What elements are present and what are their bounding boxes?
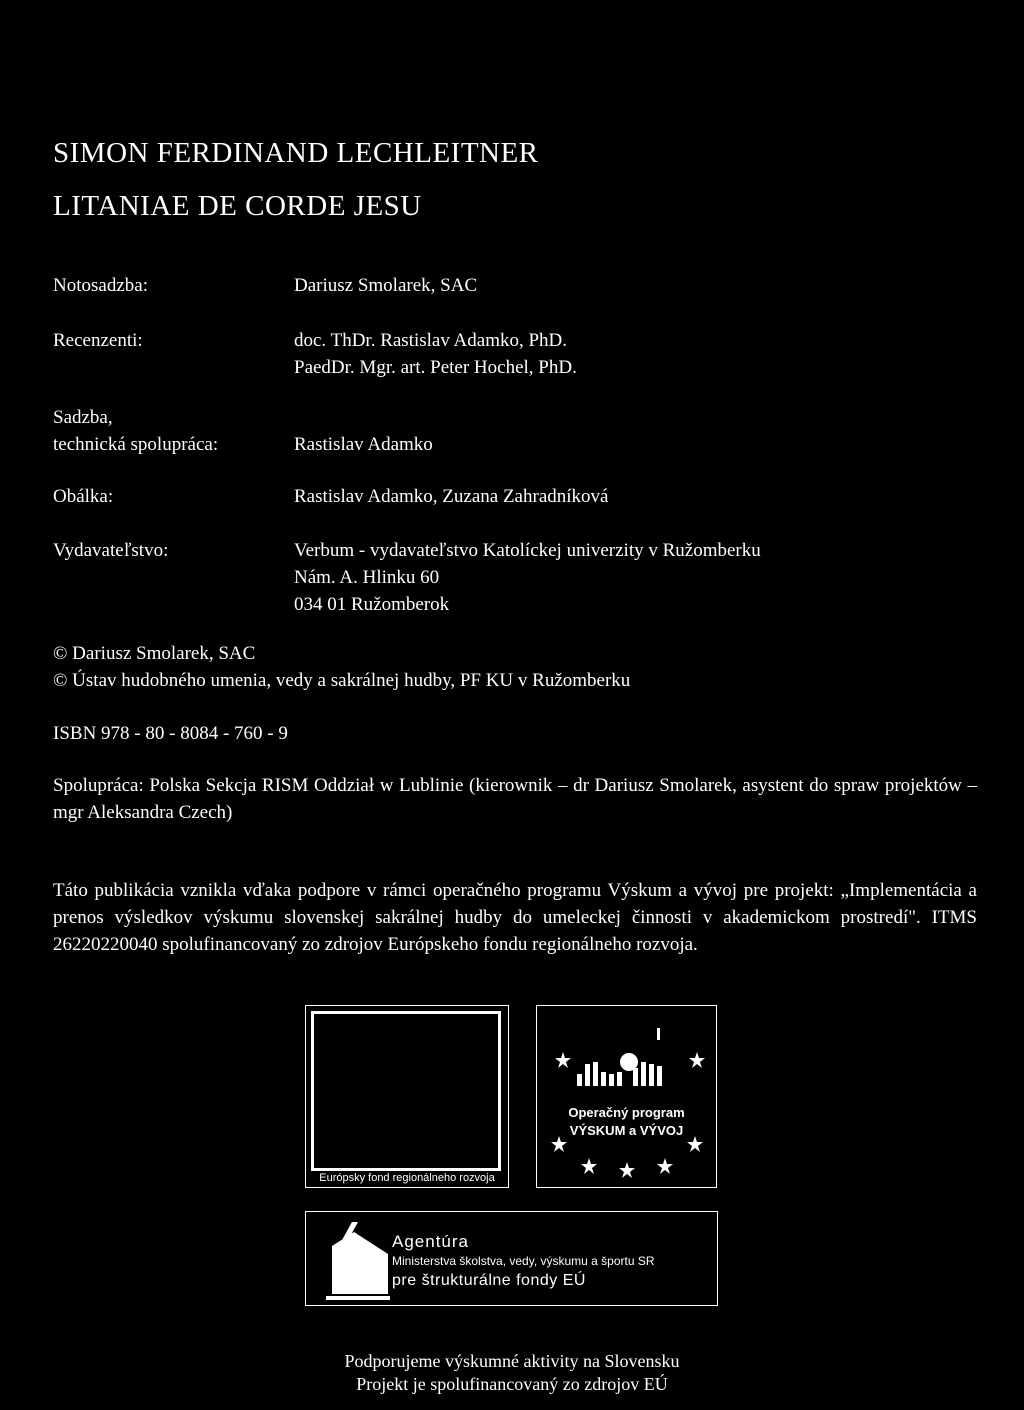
cooperation-text: Spolupráca: Polska Sekcja RISM Oddział w Lublinie (kierownik – dr Dariusz Smolarek, asystent do spraw projektów – mgr Aleksandra Czech) bbox=[53, 775, 977, 823]
credit-value-publisher bbox=[294, 537, 761, 618]
eu-fund-caption: Európsky fond regionálneho rozvoja bbox=[319, 1172, 495, 1184]
bottom-slogan-line-2: Projekt je spolufinancovaný zo zdrojov EÚ bbox=[356, 1374, 668, 1394]
eu-fund-logo bbox=[305, 1005, 509, 1188]
work-title: LITANIAE DE CORDE JESU bbox=[53, 190, 422, 222]
credit-label-reviewers: Recenzenti: bbox=[53, 330, 143, 351]
publisher-name: Verbum - vydavateľstvo Katolíckej univerzity v Ružomberku bbox=[294, 540, 761, 561]
agency-name: Agentúra bbox=[392, 1232, 469, 1251]
bottom-slogan-line-1: Podporujeme výskumné aktivity na Slovensku bbox=[344, 1351, 680, 1371]
composer-title: SIMON FERDINAND LECHLEITNER bbox=[53, 137, 539, 169]
op-research-logo bbox=[536, 1005, 717, 1188]
typesetting-label-line-2: technická spolupráca: bbox=[53, 434, 219, 455]
funding-text: Táto publikácia vznikla vďaka podpore v rámci operačného programu Výskum a vývoj pre projekt: „Implementácia a prenos výsledkov výskumu slovenskej sakrálnej hudby do umeleckej činnosti v akademickom prostredí". ITMS 26220220040 spolufinancovaný zo zdrojov Európskeho fondu regionálneho rozvoja. bbox=[53, 880, 977, 955]
eu-flag-frame bbox=[311, 1011, 501, 1171]
agency-logo bbox=[305, 1211, 718, 1306]
credit-label-notation: Notosadzba: bbox=[53, 275, 148, 296]
credit-label-cover: Obálka: bbox=[53, 486, 114, 507]
copyright-block bbox=[53, 640, 630, 694]
credit-label-typesetting bbox=[53, 404, 218, 458]
reviewer-1: doc. ThDr. Rastislav Adamko, PhD. bbox=[294, 330, 568, 351]
agency-book-icon bbox=[326, 1222, 394, 1300]
credit-label-publisher: Vydavateľstvo: bbox=[53, 540, 169, 561]
op-caption-1: Operačný program bbox=[568, 1105, 685, 1120]
op-caption-2: VÝSKUM a VÝVOJ bbox=[569, 1123, 684, 1138]
credit-value-notation: Dariusz Smolarek, SAC bbox=[294, 275, 478, 296]
agency-funds: pre štrukturálne fondy EÚ bbox=[392, 1272, 586, 1289]
credit-value-reviewers bbox=[294, 327, 577, 381]
publisher-street: Nám. A. Hlinku 60 bbox=[294, 567, 440, 588]
credit-value-typesetting: Rastislav Adamko bbox=[294, 434, 433, 455]
copyright-author: © Dariusz Smolarek, SAC bbox=[53, 643, 256, 664]
publisher-city: 034 01 Ružomberok bbox=[294, 594, 450, 615]
copyright-institute: © Ústav hudobného umenia, vedy a sakrálnej hudby, PF KU v Ružomberku bbox=[53, 670, 631, 691]
typesetting-label-line-1: Sadzba, bbox=[53, 407, 113, 428]
reviewer-2: PaedDr. Mgr. art. Peter Hochel, PhD. bbox=[294, 357, 577, 378]
bottom-slogan bbox=[0, 1350, 1024, 1396]
credit-value-cover: Rastislav Adamko, Zuzana Zahradníková bbox=[294, 486, 609, 507]
isbn: ISBN 978 - 80 - 8084 - 760 - 9 bbox=[53, 723, 288, 744]
agency-ministry: Ministerstva školstva, vedy, výskumu a športu SR bbox=[392, 1254, 655, 1268]
op-stars-icon bbox=[537, 1136, 716, 1186]
